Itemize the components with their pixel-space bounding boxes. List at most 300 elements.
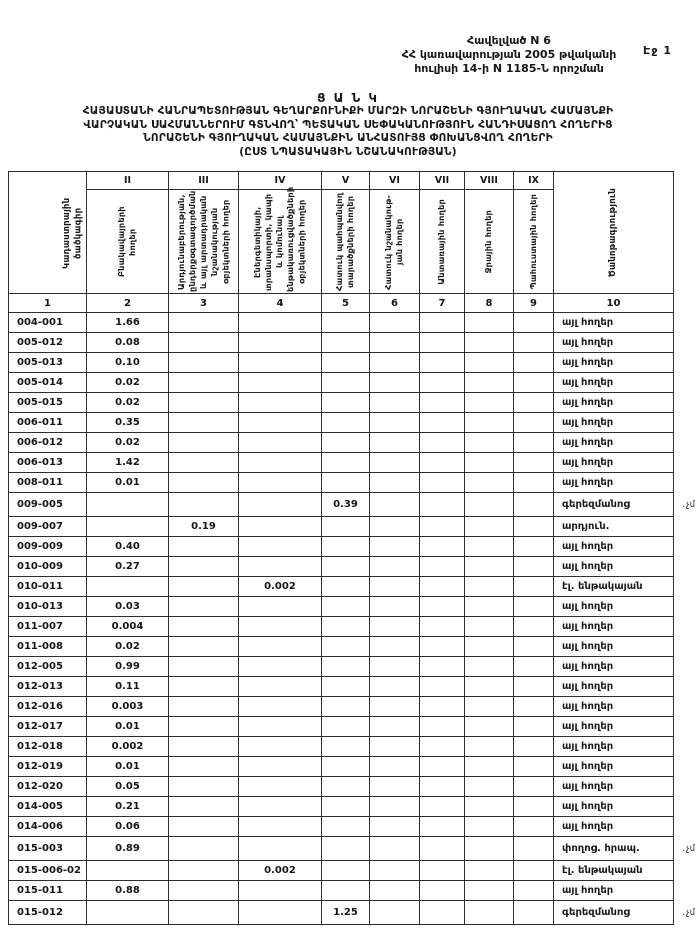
cell-note: այլ հողեր [554,797,674,817]
cell-area-value [169,637,239,657]
cell-area-value [420,413,465,433]
cell-area-value: 0.19 [169,517,239,537]
cell-area-value [420,757,465,777]
cell-area-value [322,313,370,333]
cell-cadastral-code: 012-005 [9,657,87,677]
cell-note: այլ հողեր [554,677,674,697]
cell-area-value [465,777,514,797]
cell-area-value [514,313,554,333]
roman-numeral: VII [420,172,465,190]
cell-cadastral-code: 006-011 [9,413,87,433]
cell-area-value [169,901,239,925]
cell-area-value [370,797,420,817]
cell-cadastral-code: 012-020 [9,777,87,797]
cell-note: այլ հողեր [554,537,674,557]
cell-area-value [420,453,465,473]
table-row [9,737,674,757]
document-title [0,91,696,159]
cell-note: փողոց. հրապ. . չմ [554,837,674,861]
cell-cadastral-code: 005-015 [9,393,87,413]
cell-note: այլ հողեր [554,737,674,757]
cell-area-value [239,797,322,817]
table-row [9,837,674,861]
cell-area-value [169,597,239,617]
cell-area-value [465,637,514,657]
cell-note: այլ հողեր [554,657,674,677]
cell-note: այլ հողեր [554,473,674,493]
cell-area-value [169,881,239,901]
cell-area-value [514,537,554,557]
cell-area-value [239,881,322,901]
column-number: 7 [420,294,465,313]
cell-area-value [420,837,465,861]
cell-cadastral-code: 014-006 [9,817,87,837]
cell-area-value: 0.88 [87,881,169,901]
appendix-reference [336,34,682,75]
cell-cadastral-code: 010-009 [9,557,87,577]
cell-area-value [322,777,370,797]
cell-area-value [169,817,239,837]
cell-area-value [370,413,420,433]
appendix-line: Հավելված N 6 [467,34,551,47]
cell-area-value [322,473,370,493]
cell-area-value: 0.99 [87,657,169,677]
cell-cadastral-code: 005-012 [9,333,87,353]
cell-area-value [322,453,370,473]
handwritten-margin-annotation: . չմ [682,844,695,854]
table-row [9,637,674,657]
table-row [9,757,674,777]
cell-area-value [420,333,465,353]
cell-note: գերեզմանոց . չմ [554,493,674,517]
cell-area-value [239,517,322,537]
cell-area-value [239,373,322,393]
cell-area-value [370,557,420,577]
cell-area-value [87,901,169,925]
cell-area-value [370,313,420,333]
cell-area-value [169,797,239,817]
cell-cadastral-code: 012-018 [9,737,87,757]
cell-area-value [465,433,514,453]
cell-area-value [370,333,420,353]
table-row [9,393,674,413]
cell-area-value [370,737,420,757]
cell-area-value [370,677,420,697]
cell-area-value [322,697,370,717]
cell-note: այլ հողեր [554,373,674,393]
cell-area-value [169,757,239,777]
cell-area-value [370,373,420,393]
table-row [9,657,674,677]
cell-cadastral-code: 011-007 [9,617,87,637]
cell-area-value [420,353,465,373]
cell-area-value [514,353,554,373]
cell-area-value: 0.35 [87,413,169,433]
table-row [9,333,674,353]
table-row [9,677,674,697]
cell-note: այլ հողեր [554,817,674,837]
cell-note: այլ հողեր [554,453,674,473]
cell-note: այլ հողեր [554,313,674,333]
cell-area-value [420,817,465,837]
cell-area-value [87,577,169,597]
title-line: ՀԱՅԱՍՏԱՆԻ ՀԱՆՐԱՊԵՏՈՒԹՅԱՆ ԳԵՂԱՐՔՈՒՆԻՔԻ ՄԱՐԶԻ ՆՈՐԱՇԵՆԻ ԳՅՈՒՂԱԿԱՆ ՀԱՄԱՅՆՔԻ [82,105,614,118]
cell-area-value [239,353,322,373]
cell-area-value [514,777,554,797]
column-header-label: Էներգետիկայի, տրանսպորտի, կապի և կոմունալ ենթակառուցվածքների օբյեկտների հողեր [252,186,307,292]
cell-area-value [465,413,514,433]
cell-area-value [465,597,514,617]
cell-area-value [322,837,370,861]
cell-area-value [239,757,322,777]
column-number: 1 [9,294,87,313]
cell-note: այլ հողեր [554,637,674,657]
cell-area-value [420,797,465,817]
cell-area-value [370,901,420,925]
cell-area-value: 1.25 [322,901,370,925]
cell-area-value [420,393,465,413]
cell-cadastral-code: 010-013 [9,597,87,617]
cell-area-value [514,717,554,737]
table-row [9,797,674,817]
cell-area-value [239,901,322,925]
cell-area-value [514,393,554,413]
roman-numeral: III [169,172,239,190]
cell-area-value [420,697,465,717]
cell-area-value [370,777,420,797]
cell-note: այլ հողեր [554,777,674,797]
column-header-reserve-lands [514,190,554,294]
handwritten-margin-annotation: . չմ [682,908,695,918]
cell-area-value [514,881,554,901]
cell-area-value [465,797,514,817]
roman-numeral: IV [239,172,322,190]
table-row [9,537,674,557]
table-row [9,597,674,617]
cell-note: այլ հողեր [554,333,674,353]
cell-area-value [370,453,420,473]
table-row [9,373,674,393]
cell-area-value [465,473,514,493]
cell-area-value: 0.27 [87,557,169,577]
cell-area-value [465,677,514,697]
cell-note: այլ հողեր [554,717,674,737]
cell-area-value [465,757,514,777]
cell-area-value: 0.02 [87,637,169,657]
cell-area-value [465,453,514,473]
cell-area-value [322,517,370,537]
cell-area-value: 0.10 [87,353,169,373]
cell-area-value [322,597,370,617]
cell-area-value [370,577,420,597]
cell-area-value [465,333,514,353]
title-line: (ԸՍՏ ՆՊԱՏԱԿԱՅԻՆ ՆՇԱՆԱԿՈՒԹՅԱՆ) [239,145,457,158]
column-header-label: Անտառային հողեր [436,198,447,285]
cell-area-value [322,677,370,697]
table-row [9,697,674,717]
cell-area-value [87,517,169,537]
cell-area-value [514,597,554,617]
cell-note: այլ հողեր [554,557,674,577]
cell-note: էլ. ենթակայան [554,861,674,881]
cell-area-value [322,393,370,413]
title-line: ՎԱՐՉԱԿԱՆ ՍԱՀՄԱՆՆԵՐՈՒՄ ԳՏՆՎՈՂ՝ ՊԵՏԱԿԱՆ ՍԵՓԱԿԱՆՈՒԹՅՈՒՆ ՀԱՆԴԻՍԱՑՈՂ ՀՈՂԵՐԻՑ [83,118,613,131]
cell-area-value [169,837,239,861]
cell-area-value [420,577,465,597]
table-row [9,313,674,333]
cell-area-value [514,657,554,677]
cell-cadastral-code: 006-012 [9,433,87,453]
cell-area-value [322,557,370,577]
roman-numeral: V [322,172,370,190]
cell-area-value [239,453,322,473]
cell-area-value [370,837,420,861]
cell-area-value [322,373,370,393]
cell-area-value: 0.002 [87,737,169,757]
cell-note: էլ. ենթակայան [554,577,674,597]
cell-note: այլ հողեր [554,597,674,617]
cell-note: այլ հողեր [554,757,674,777]
table-row [9,617,674,637]
cell-area-value [322,797,370,817]
cell-area-value [370,697,420,717]
cell-area-value [514,373,554,393]
cell-area-value [239,313,322,333]
column-header-label: Հատուկ նշանակութ-յան հողեր [383,193,405,290]
cell-area-value: 0.002 [239,577,322,597]
cell-area-value [239,333,322,353]
cell-area-value [465,837,514,861]
cell-area-value [465,901,514,925]
cell-area-value [420,517,465,537]
cell-area-value [169,777,239,797]
cell-area-value: 0.05 [87,777,169,797]
title-heading: Ց Ա Ն Կ [317,91,379,106]
cell-area-value [169,473,239,493]
cell-area-value [420,473,465,493]
cell-note: այլ հողեր [554,393,674,413]
cell-area-value: 1.42 [87,453,169,473]
cell-area-value [239,493,322,517]
cell-area-value [420,557,465,577]
cell-area-value [169,677,239,697]
table-row [9,473,674,493]
cell-area-value [465,861,514,881]
column-number: 8 [465,294,514,313]
cell-area-value [169,333,239,353]
cell-area-value [169,657,239,677]
cell-cadastral-code: 009-009 [9,537,87,557]
cell-area-value [239,637,322,657]
table-row [9,433,674,453]
cell-area-value [370,757,420,777]
cell-area-value [465,557,514,577]
cell-area-value [239,473,322,493]
cell-area-value [514,577,554,597]
cell-area-value [514,901,554,925]
cell-area-value [370,861,420,881]
cell-area-value: 0.11 [87,677,169,697]
cell-area-value [420,493,465,517]
cell-area-value [239,537,322,557]
cell-area-value [465,493,514,517]
cell-area-value [370,657,420,677]
column-header-forest-lands [420,190,465,294]
cell-area-value: 1.66 [87,313,169,333]
cell-area-value [420,433,465,453]
page-number: Էջ 1 [643,44,672,57]
cell-cadastral-code: 011-008 [9,637,87,657]
cell-area-value [514,837,554,861]
cell-area-value [322,757,370,777]
cell-area-value [239,737,322,757]
table-row [9,817,674,837]
cell-cadastral-code: 012-017 [9,717,87,737]
cell-note: այլ հողեր [554,881,674,901]
table-row [9,493,674,517]
cell-area-value [169,861,239,881]
cell-area-value [239,677,322,697]
cell-cadastral-code: 015-003 [9,837,87,861]
cell-area-value [465,393,514,413]
land-parcels-table [8,171,695,925]
cell-area-value [239,717,322,737]
cell-area-value [87,493,169,517]
cell-area-value [465,313,514,333]
cell-area-value [370,597,420,617]
column-header-industrial-lands [169,190,239,294]
table-row [9,557,674,577]
cell-area-value: 0.89 [87,837,169,861]
table-row [9,717,674,737]
column-header-water-lands [465,190,514,294]
cell-area-value [514,617,554,637]
column-header-energy-transport-lands [239,186,322,294]
cell-area-value [322,657,370,677]
cell-area-value [420,861,465,881]
cell-area-value [322,717,370,737]
column-header-label: Ջրային հողեր [483,209,494,274]
cell-area-value [239,413,322,433]
cell-area-value [169,697,239,717]
cell-area-value [370,517,420,537]
cell-area-value [514,677,554,697]
cell-area-value [420,777,465,797]
cell-area-value [239,557,322,577]
cell-area-value [420,373,465,393]
cell-area-value [514,453,554,473]
cell-area-value: 0.003 [87,697,169,717]
cell-area-value [465,817,514,837]
cell-area-value: 0.02 [87,393,169,413]
cell-note: այլ հողեր [554,697,674,717]
table-row [9,453,674,473]
cell-area-value [420,901,465,925]
table-row [9,413,674,433]
cell-area-value [322,537,370,557]
cell-area-value [322,817,370,837]
cell-area-value [169,413,239,433]
cell-area-value [465,717,514,737]
cell-area-value: 0.002 [239,861,322,881]
column-header-protected-lands [322,190,370,294]
cell-area-value: 0.39 [322,493,370,517]
cell-note: այլ հողեր [554,617,674,637]
cell-area-value [87,861,169,881]
cell-area-value [322,433,370,453]
cell-area-value [370,817,420,837]
cell-area-value [514,637,554,657]
cell-cadastral-code: 015-006-02 [9,861,87,881]
cell-area-value [514,517,554,537]
cell-area-value [465,577,514,597]
cell-cadastral-code: 014-005 [9,797,87,817]
roman-numeral: VI [370,172,420,190]
appendix-line: հուլիսի 14-ի N 1185-Ն որոշման [414,61,604,75]
column-number: 10 [554,294,674,313]
column-header-notes [554,172,674,294]
cell-area-value: 0.06 [87,817,169,837]
cell-area-value [169,493,239,517]
cell-area-value [420,737,465,757]
column-header-label: Արդյունաբերության, ընդերքօգտագործման և այլ արտադրական նշանակության օբյեկտների հողեր [175,190,231,292]
cell-area-value [322,637,370,657]
cell-area-value [169,537,239,557]
cell-area-value [322,861,370,881]
column-header-special-purpose-lands [370,190,420,294]
column-number: 5 [322,294,370,313]
cell-area-value: 0.004 [87,617,169,637]
cell-area-value [465,737,514,757]
cell-area-value [420,881,465,901]
column-header-label: Պահուստային հողեր [527,193,538,290]
cell-area-value [370,617,420,637]
cell-area-value: 0.02 [87,373,169,393]
cell-area-value [239,617,322,637]
cell-area-value [239,777,322,797]
roman-numeral-row [9,172,674,190]
column-header-label: Կադաստրային ծածկագիր [61,196,84,269]
cell-area-value [514,797,554,817]
cell-area-value [239,817,322,837]
cell-area-value [420,597,465,617]
roman-numeral: IX [514,172,554,190]
cell-area-value: 0.01 [87,473,169,493]
cell-cadastral-code: 012-019 [9,757,87,777]
cell-area-value [370,537,420,557]
cell-area-value: 0.02 [87,433,169,453]
cell-area-value [465,517,514,537]
cell-area-value: 0.01 [87,757,169,777]
cell-area-value [420,657,465,677]
table-row [9,517,674,537]
cell-note: արդյուն. [554,517,674,537]
table-row [9,353,674,373]
column-number: 9 [514,294,554,313]
table-row [9,777,674,797]
cell-area-value: 0.21 [87,797,169,817]
table-row [9,901,674,925]
cell-area-value [420,617,465,637]
title-line: ՆՈՐԱՇԵՆԻ ԳՅՈՒՂԱԿԱՆ ՀԱՄԱՅՆՔԻՆ ԱՆՀԱՏՈՒՅՑ ՓՈԽԱՆՑՎՈՂ ՀՈՂԵՐԻ [143,132,553,145]
column-header-cadastral-code [9,172,87,294]
cell-area-value [420,313,465,333]
column-header-settlement-lands [87,190,169,294]
handwritten-margin-annotation: . չմ [682,500,695,510]
cell-area-value [514,473,554,493]
cell-note: այլ հողեր [554,413,674,433]
cell-area-value: 0.40 [87,537,169,557]
